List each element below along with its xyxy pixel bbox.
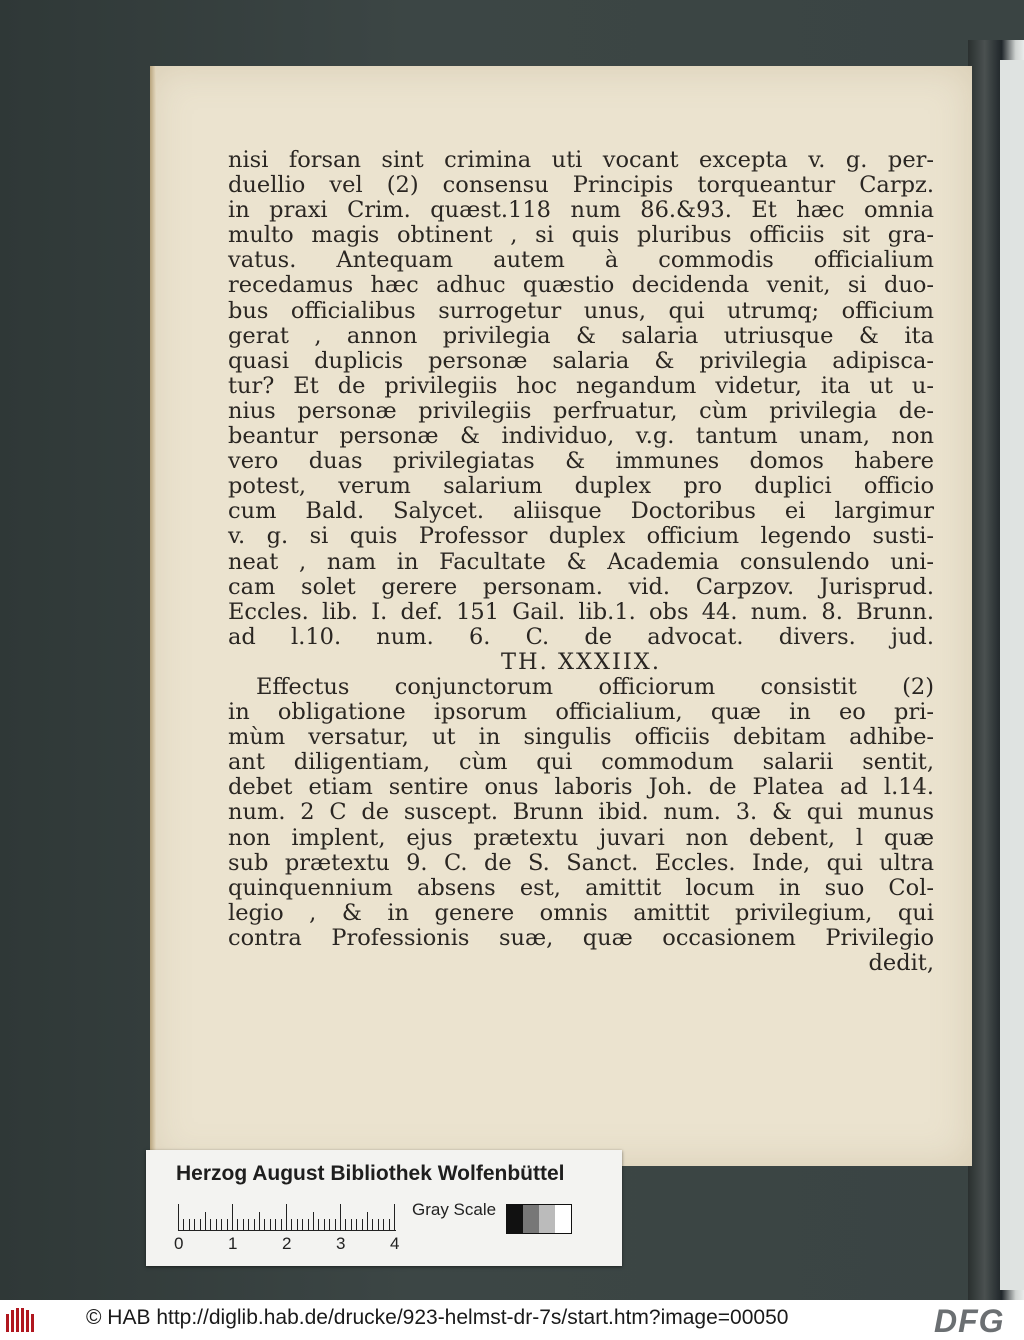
ruler-tick <box>178 1204 179 1230</box>
ruler-tick <box>345 1219 346 1230</box>
copyright-url[interactable]: © HAB http://diglib.hab.de/drucke/923-helmst-dr-7s/start.htm?image=00050 <box>86 1306 789 1329</box>
ruler-tick <box>389 1219 390 1230</box>
ruler-tick <box>210 1219 211 1230</box>
ruler-tick <box>259 1212 260 1230</box>
gray-swatch <box>523 1205 539 1233</box>
text-line: potest, verum salarium duplex pro duplici officio <box>228 473 934 500</box>
text-line: contra Professionis suæ, quæ occasionem Privilegio <box>228 924 934 951</box>
book-page-left-edge <box>150 66 156 1166</box>
ruler-tick <box>383 1219 384 1230</box>
ruler-tick <box>297 1219 298 1230</box>
text-line: Eccles. lib. I. def. 151 Gail. lib.1. obs 44. num. 8. Brunn. <box>228 598 934 625</box>
ruler-tick <box>216 1219 217 1230</box>
gray-swatch <box>555 1205 571 1233</box>
text-line: vero duas privilegiatas & immunes domos habere <box>228 448 934 475</box>
text-line: vatus. Antequam autem à commodis officialium <box>228 247 934 274</box>
text-line: cum Bald. Salycet. aliisque Doctoribus ei largimur <box>228 498 934 525</box>
text-line: duellio vel (2) consensu Principis torqueantur Carpz. <box>228 172 934 199</box>
ruler-tick <box>243 1219 244 1230</box>
text-line: recedamus hæc adhuc quæstio decidenda venit, si duo- <box>228 272 934 299</box>
ruler-tick <box>394 1204 395 1230</box>
text-line: nisi forsan sint crimina uti vocant excepta v. g. per- <box>228 147 934 173</box>
book-page-edge-light <box>1000 60 1024 1290</box>
ruler-tick <box>372 1219 373 1230</box>
gray-scale-swatches <box>506 1204 572 1234</box>
text-line: num. 2 C de suscept. Brunn ibid. num. 3. & qui munus <box>228 799 934 826</box>
ruler-tick <box>221 1219 222 1230</box>
dfg-logo: DFG <box>934 1303 1005 1339</box>
footer-bar <box>0 1300 1024 1340</box>
ruler-tick <box>308 1219 309 1230</box>
ruler-tick <box>189 1219 190 1230</box>
gray-swatch <box>539 1205 555 1233</box>
text-line: debet etiam sentire onus laboris Joh. de Platea ad l.14. <box>228 774 934 801</box>
text-line: tur? Et de privilegiis hoc negandum videtur, ita ut u- <box>228 372 934 399</box>
text-line: ad l.10. num. 6. C. de advocat. divers. jud. <box>228 623 934 650</box>
section-heading: TH. XXXIIX. <box>501 648 661 675</box>
ruler-tick <box>302 1219 303 1230</box>
ruler-tick <box>356 1219 357 1230</box>
ruler-tick <box>264 1219 265 1230</box>
page-text <box>228 148 934 976</box>
ruler-tick <box>194 1219 195 1230</box>
ruler-tick <box>270 1219 271 1230</box>
gray-swatch <box>507 1205 523 1233</box>
ruler-tick <box>324 1219 325 1230</box>
text-line: v. g. si quis Professor duplex officium legendo susti- <box>228 523 934 550</box>
ruler-tick <box>275 1219 276 1230</box>
text-line: cam solet gerere personam. vid. Carpzov. Jurisprud. <box>228 573 934 600</box>
ruler-label: 3 <box>336 1234 346 1253</box>
ruler-tick <box>200 1219 201 1230</box>
ruler-tick <box>291 1219 292 1230</box>
ruler-label: 0 <box>174 1234 184 1253</box>
ruler-tick <box>335 1219 336 1230</box>
text-line: non implent, ejus prætextu juvari non debent, l quæ <box>228 824 934 851</box>
catchword: dedit, <box>868 950 934 976</box>
ruler-tick <box>237 1219 238 1230</box>
hab-logo-icon <box>6 1308 46 1332</box>
ruler-tick <box>318 1219 319 1230</box>
ruler-tick <box>378 1219 379 1230</box>
ruler-tick <box>232 1204 233 1230</box>
ruler-tick <box>227 1219 228 1230</box>
ruler-label: 1 <box>228 1234 238 1253</box>
text-line: quasi duplicis personæ salaria & privilegia adipisca- <box>228 347 934 374</box>
text-line: sub prætextu 9. C. de S. Sanct. Eccles. Inde, qui ultra <box>228 849 934 876</box>
text-line: beantur personæ & individuo, v.g. tantum unam, non <box>228 423 934 450</box>
ruler-tick <box>367 1212 368 1230</box>
text-line: multo magis obtinent , si quis pluribus officiis sit gra- <box>228 222 934 249</box>
ruler-tick <box>248 1219 249 1230</box>
ruler-tick <box>340 1204 341 1230</box>
text-line: gerat , annon privilegia & salaria utriusque & ita <box>228 322 934 349</box>
ruler-tick <box>183 1219 184 1230</box>
text-line: bus officialibus surrogetur unus, qui utrumq; officium <box>228 297 934 324</box>
gray-scale-label: Gray Scale <box>412 1200 497 1219</box>
ruler-tick <box>313 1212 314 1230</box>
text-line: in praxi Crim. quæst.118 num 86.&93. Et hæc omnia <box>228 197 934 224</box>
color-scale-bar <box>146 1150 622 1266</box>
library-name: Herzog August Bibliothek Wolfenbüttel <box>176 1162 565 1185</box>
ruler-scale <box>178 1204 396 1231</box>
ruler-label: 2 <box>282 1234 292 1253</box>
ruler-tick <box>351 1219 352 1230</box>
ruler-tick <box>362 1219 363 1230</box>
ruler-tick <box>329 1219 330 1230</box>
ruler-tick <box>286 1204 287 1230</box>
text-line: quinquennium absens est, amittit locum in suo Col- <box>228 874 934 901</box>
text-line: ant diligentiam, cùm qui commodum salarii sentit, <box>228 749 934 776</box>
ruler-label: 4 <box>390 1234 400 1253</box>
ruler-tick <box>254 1219 255 1230</box>
text-line: nius personæ privilegiis perfruatur, cùm privilegia de- <box>228 397 934 424</box>
text-line: mùm versatur, ut in singulis officiis debitam adhibe- <box>228 724 934 751</box>
ruler-tick <box>281 1219 282 1230</box>
text-line: neat , nam in Facultate & Academia consulendo uni- <box>228 548 934 575</box>
text-line: in obligatione ipsorum officialium, quæ in eo pri- <box>228 699 934 726</box>
ruler-tick <box>205 1212 206 1230</box>
text-line: legio , & in genere omnis amittit privilegium, qui <box>228 899 934 926</box>
text-line: Effectus conjunctorum officiorum consistit (2) <box>256 673 934 700</box>
